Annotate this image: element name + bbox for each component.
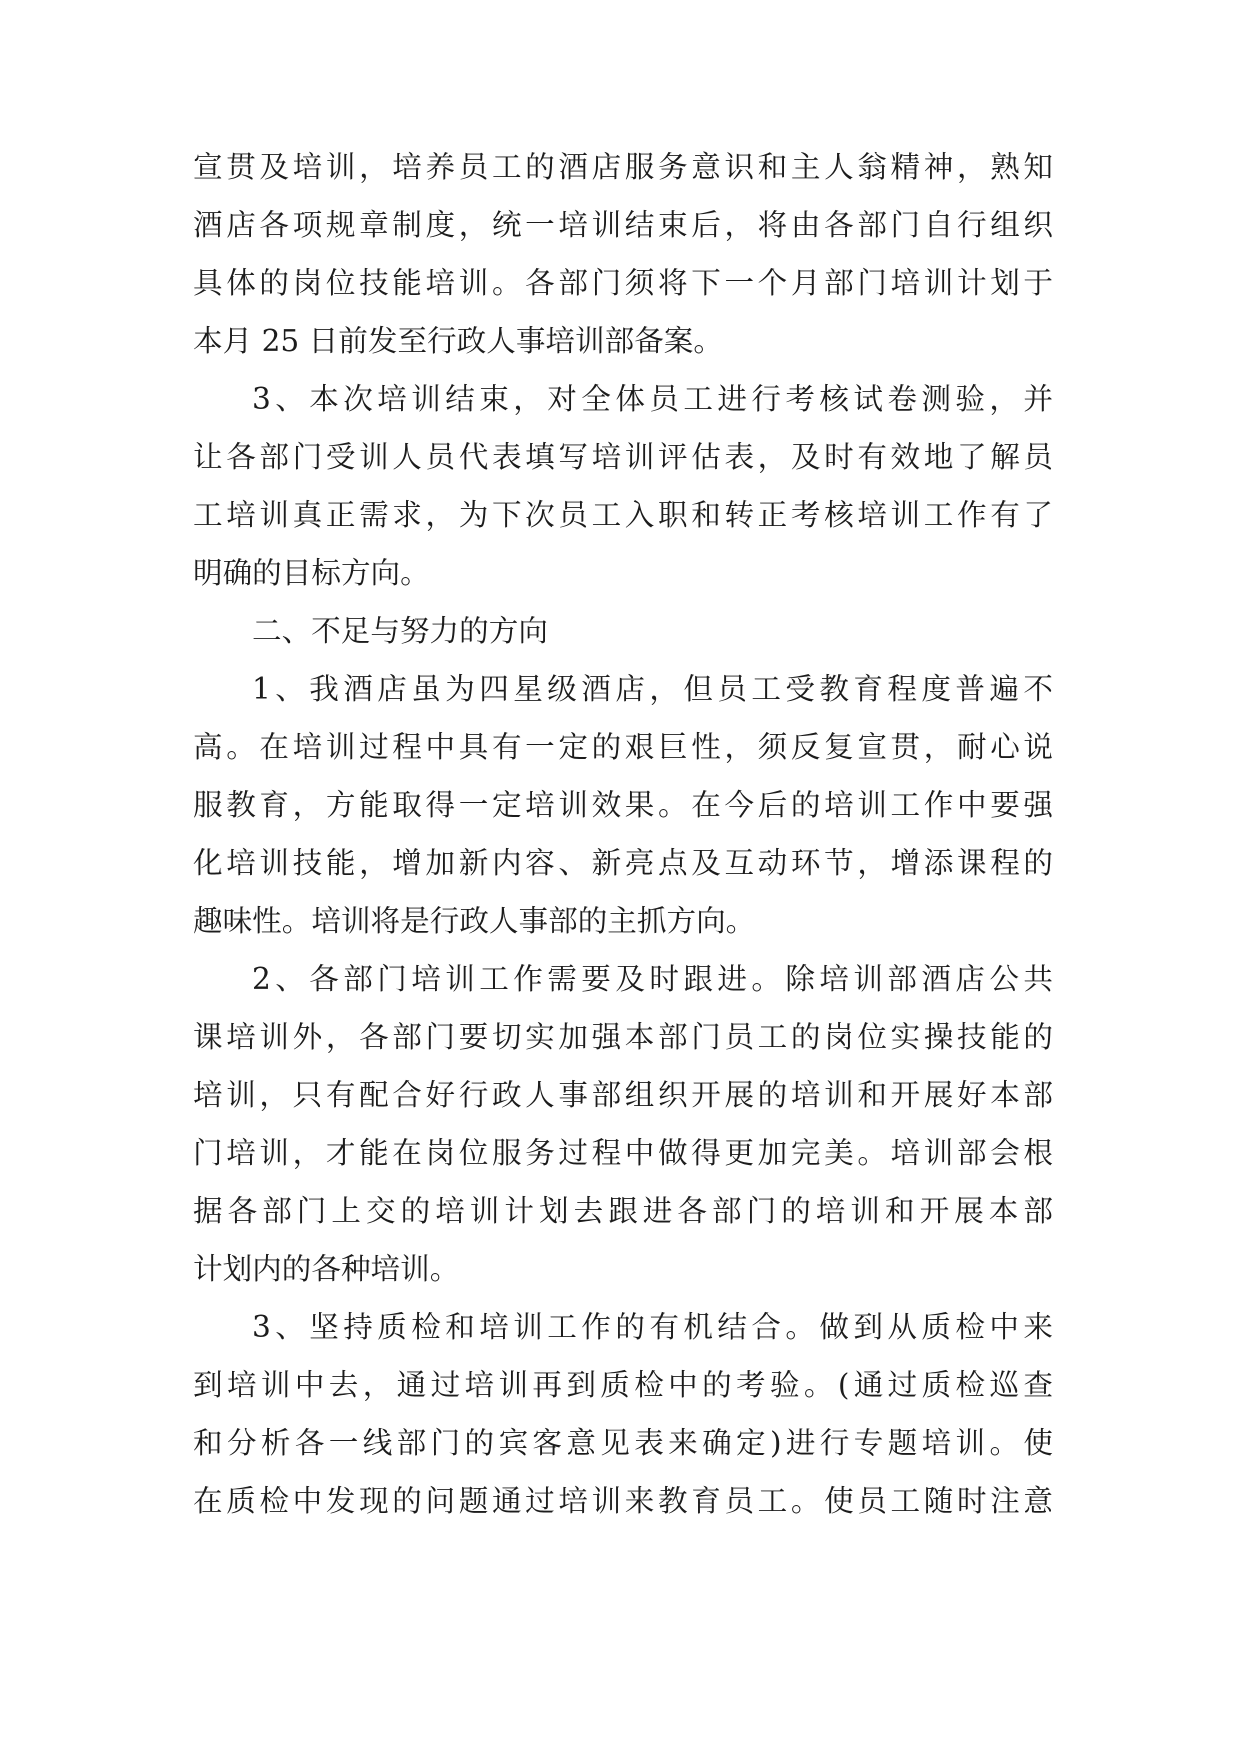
body-text-line: 和分析各一线部门的宾客意见表来确定)进行专题培训。使: [193, 1426, 1053, 1460]
body-text-line: 课培训外，各部门要切实加强本部门员工的岗位实操技能的: [193, 1020, 1053, 1054]
body-text-line: 具体的岗位技能培训。各部门须将下一个月部门培训计划于: [193, 266, 1053, 300]
body-text-line: 到培训中去，通过培训再到质检中的考验。(通过质检巡查: [193, 1368, 1053, 1402]
body-text-line: 明确的目标方向。: [193, 556, 430, 590]
body-text-line: 服教育，方能取得一定培训效果。在今后的培训工作中要强: [193, 788, 1053, 822]
body-text-line: 培训，只有配合好行政人事部组织开展的培训和开展好本部: [193, 1078, 1053, 1112]
body-text-line: 酒店各项规章制度，统一培训结束后，将由各部门自行组织: [193, 208, 1053, 242]
paragraph-start-line: 2、各部门培训工作需要及时跟进。除培训部酒店公共: [252, 962, 1053, 996]
body-text-line: 计划内的各种培训。: [193, 1252, 460, 1286]
body-text-line: 据各部门上交的培训计划去跟进各部门的培训和开展本部: [193, 1194, 1053, 1228]
paragraph-start-line: 1、我酒店虽为四星级酒店，但员工受教育程度普遍不: [252, 672, 1053, 706]
body-text-line: 在质检中发现的问题通过培训来教育员工。使员工随时注意: [193, 1484, 1053, 1518]
section-heading: 二、不足与努力的方向: [252, 614, 548, 648]
body-text-line: 化培训技能，增加新内容、新亮点及互动环节，增添课程的: [193, 846, 1053, 880]
body-text-line: 让各部门受训人员代表填写培训评估表，及时有效地了解员: [193, 440, 1053, 474]
body-text-line: 宣贯及培训，培养员工的酒店服务意识和主人翁精神，熟知: [193, 150, 1053, 184]
body-text-line: 门培训，才能在岗位服务过程中做得更加完美。培训部会根: [193, 1136, 1053, 1170]
paragraph-start-line: 3、本次培训结束，对全体员工进行考核试卷测验，并: [252, 382, 1053, 416]
body-text-line: 工培训真正需求，为下次员工入职和转正考核培训工作有了: [193, 498, 1053, 532]
paragraph-start-line: 3、坚持质检和培训工作的有机结合。做到从质检中来: [252, 1310, 1053, 1344]
body-text-line: 本月 25 日前发至行政人事培训部备案。: [193, 324, 723, 358]
body-text-line: 趣味性。培训将是行政人事部的主抓方向。: [193, 904, 756, 938]
body-text-line: 高。在培训过程中具有一定的艰巨性，须反复宣贯，耐心说: [193, 730, 1053, 764]
